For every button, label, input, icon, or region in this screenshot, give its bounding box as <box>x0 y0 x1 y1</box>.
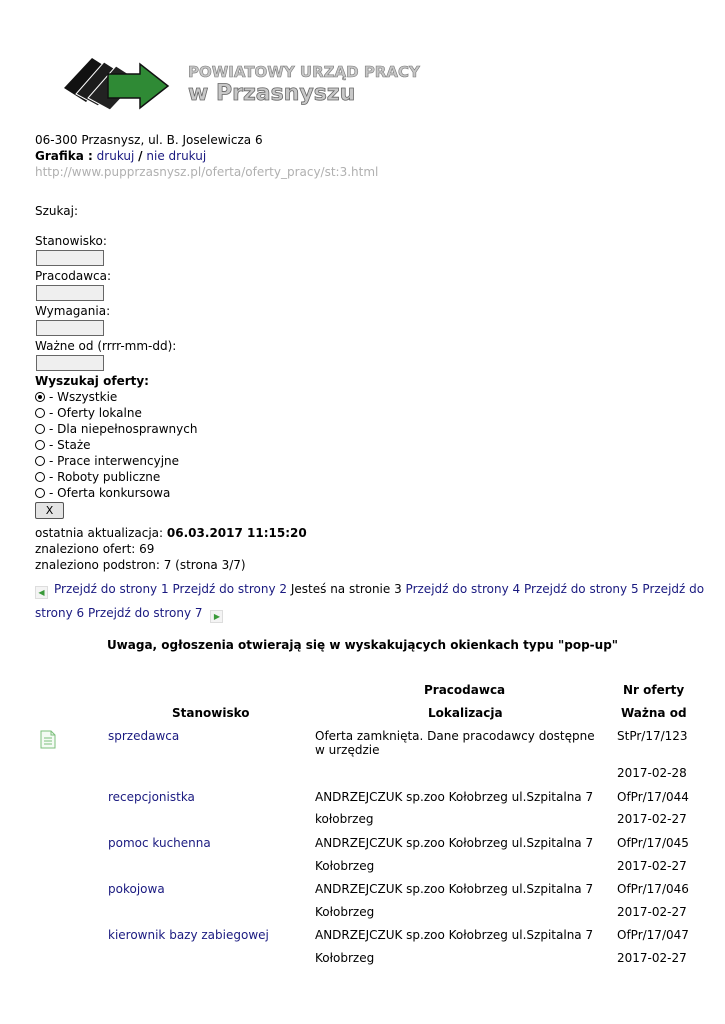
radio-contest[interactable] <box>35 488 45 498</box>
radio-public-works[interactable] <box>35 472 45 482</box>
address: 06-300 Przasnysz, ul. B. Joselewicza 6 <box>35 133 263 147</box>
row-1-employer: Oferta zamknięta. Dane pracodawcy dostępne w urzędzie <box>315 729 595 757</box>
page-link-1[interactable]: Przejdź do strony 1 <box>54 582 169 596</box>
row-1-valid-from: 2017-02-28 <box>617 766 687 780</box>
radio-local[interactable] <box>35 408 45 418</box>
page-link-4[interactable]: Przejdź do strony 4 <box>405 582 521 596</box>
search-status <box>35 525 307 573</box>
page-link-6[interactable]: Przejdź do strony 6 <box>35 582 705 620</box>
page-url: http://www.pupprzasnysz.pl/oferta/oferty_pracy/st:3.html <box>35 165 379 179</box>
row-2-position[interactable]: recepcjonistka <box>108 790 195 804</box>
row-3-employer: ANDRZEJCZUK sp.zoo Kołobrzeg ul.Szpitalna 7 <box>315 836 594 850</box>
search-title: Szukaj: <box>35 204 78 218</box>
option-local[interactable] <box>35 405 197 421</box>
row-2-location: kołobrzeg <box>315 812 374 826</box>
found-offers: znaleziono ofert: 69 <box>35 542 155 556</box>
row-3-valid-from: 2017-02-27 <box>617 859 687 873</box>
position-label: Stanowisko: <box>35 234 107 248</box>
row-4-offer-no: OfPr/17/046 <box>617 882 689 896</box>
page-link-5[interactable]: Przejdź do strony 5 <box>523 582 639 596</box>
option-internship[interactable] <box>35 437 197 453</box>
option-intervention[interactable] <box>35 453 197 469</box>
found-pages: znaleziono podstron: 7 (strona 3/7) <box>35 558 246 572</box>
header-location: Lokalizacja <box>428 706 503 720</box>
row-1-position[interactable]: sprzedawca <box>108 729 180 743</box>
row-5-location: Kołobrzeg <box>315 951 375 965</box>
row-2-valid-from: 2017-02-27 <box>617 812 687 826</box>
document-icon[interactable] <box>40 730 56 749</box>
row-5-offer-no: OfPr/17/047 <box>617 928 689 942</box>
option-public-works[interactable] <box>35 469 197 485</box>
option-contest[interactable] <box>35 485 197 501</box>
option-all-label: - Wszystkie <box>49 390 118 404</box>
page-link-2[interactable]: Przejdź do strony 2 <box>172 582 288 596</box>
row-2-employer: ANDRZEJCZUK sp.zoo Kołobrzeg ul.Szpitalna 7 <box>315 790 594 804</box>
row-2-offer-no: OfPr/17/044 <box>617 790 689 804</box>
grafika-label: Grafika : <box>35 149 93 163</box>
row-5-employer: ANDRZEJCZUK sp.zoo Kołobrzeg ul.Szpitalna 7 <box>315 928 594 942</box>
row-5-position[interactable]: kierownik bazy zabiegowej <box>108 928 269 942</box>
current-page: Jesteś na stronie 3 <box>290 582 402 596</box>
header-offer-no: Nr oferty <box>623 683 685 697</box>
requirements-label: Wymagania: <box>35 304 111 318</box>
update-label: ostatnia aktualizacja: <box>35 526 164 540</box>
logo-line2: w Przasnyszu <box>188 81 356 106</box>
row-3-position[interactable]: pomoc kuchenna <box>108 836 211 850</box>
row-4-position[interactable]: pokojowa <box>108 882 165 896</box>
logo-cards-icon <box>64 58 168 110</box>
valid-from-label: Ważne od (rrrr-mm-dd): <box>35 339 177 353</box>
popup-notice: Uwaga, ogłoszenia otwierają się w wyskakujących okienkach typu "pop-up" <box>106 638 619 652</box>
pagination <box>35 577 705 625</box>
search-button[interactable]: X <box>35 502 64 519</box>
option-internship-label: - Staże <box>49 438 91 452</box>
radio-all[interactable] <box>35 392 45 402</box>
option-local-label: - Oferty lokalne <box>49 406 142 420</box>
header-employer: Pracodawca <box>424 683 506 697</box>
row-4-employer: ANDRZEJCZUK sp.zoo Kołobrzeg ul.Szpitalna 7 <box>315 882 594 896</box>
row-5-valid-from: 2017-02-27 <box>617 951 687 965</box>
radio-intervention[interactable] <box>35 456 45 466</box>
option-public-works-label: - Roboty publiczne <box>49 470 161 484</box>
header-valid-from: Ważna od <box>621 706 687 720</box>
option-disabled-label: - Dla niepełnosprawnych <box>49 422 198 436</box>
offers-title: Wyszukaj oferty: <box>35 374 149 388</box>
requirements-input[interactable] <box>36 320 104 336</box>
option-disabled[interactable] <box>35 421 197 437</box>
print-link[interactable]: drukuj <box>96 149 135 163</box>
grafika-row <box>35 148 378 164</box>
noprint-link[interactable]: nie drukuj <box>146 149 207 163</box>
page-link-7[interactable]: Przejdź do strony 7 <box>87 606 203 620</box>
row-4-valid-from: 2017-02-27 <box>617 905 687 919</box>
header-info <box>35 132 378 180</box>
row-3-location: Kołobrzeg <box>315 859 375 873</box>
row-1-offer-no: StPr/17/123 <box>617 729 688 743</box>
option-all[interactable] <box>35 389 197 405</box>
search-form <box>35 203 197 519</box>
radio-disabled[interactable] <box>35 424 45 434</box>
position-input[interactable] <box>36 250 104 266</box>
valid-from-input[interactable] <box>36 355 104 371</box>
logo[interactable] <box>62 50 420 110</box>
arrow-left-icon[interactable]: ◀ <box>35 586 48 599</box>
row-3-offer-no: OfPr/17/045 <box>617 836 689 850</box>
header-position: Stanowisko <box>172 706 250 720</box>
option-contest-label: - Oferta konkursowa <box>49 486 171 500</box>
row-4-location: Kołobrzeg <box>315 905 375 919</box>
arrow-right-icon[interactable]: ▶ <box>210 610 223 623</box>
grafika-separator: / <box>138 149 143 163</box>
logo-line1: POWIATOWY URZĄD PRACY <box>188 63 420 81</box>
radio-internship[interactable] <box>35 440 45 450</box>
employer-label: Pracodawca: <box>35 269 112 283</box>
update-value: 06.03.2017 11:15:20 <box>166 526 307 540</box>
employer-input[interactable] <box>36 285 104 301</box>
option-intervention-label: - Prace interwencyjne <box>49 454 180 468</box>
